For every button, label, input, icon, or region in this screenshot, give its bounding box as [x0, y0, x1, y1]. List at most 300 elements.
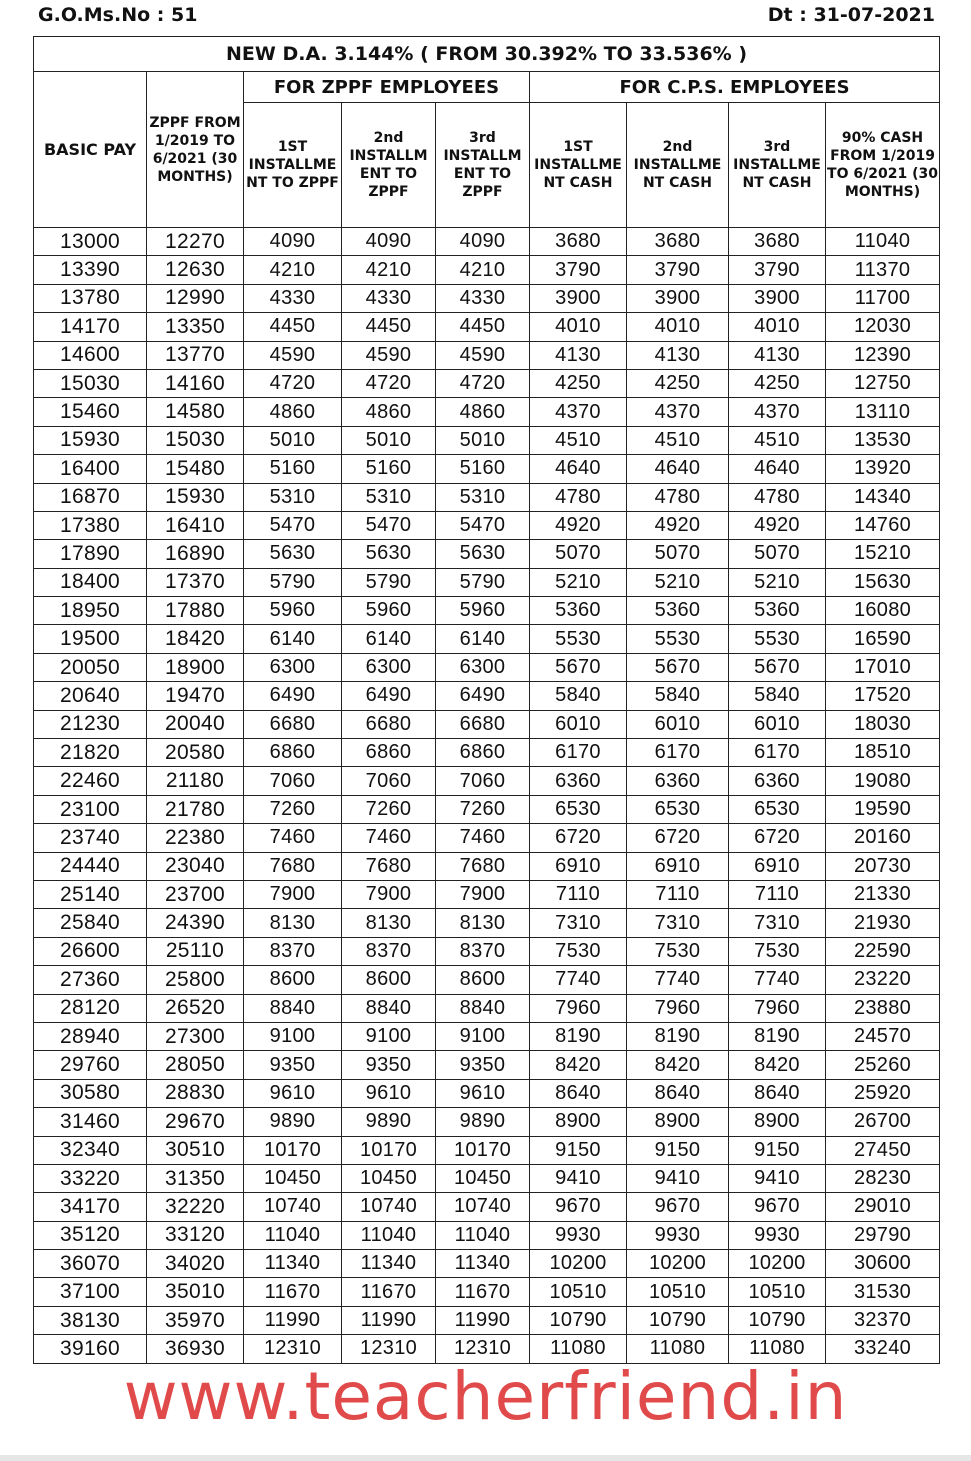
table-cell: 7460	[436, 824, 530, 852]
table-cell: 9930	[729, 1221, 826, 1249]
table-cell: 7260	[342, 795, 436, 823]
table-cell: 11040	[826, 228, 940, 256]
table-cell: 7310	[729, 909, 826, 937]
table-row	[34, 1079, 940, 1107]
table-cell: 22380	[147, 824, 244, 852]
table-cell: 13000	[34, 228, 147, 256]
table-row	[34, 1051, 940, 1079]
table-cell: 4330	[342, 284, 436, 312]
table-cell: 9350	[436, 1051, 530, 1079]
table-cell: 3680	[729, 228, 826, 256]
table-cell: 25920	[826, 1079, 940, 1107]
table-cell: 24390	[147, 909, 244, 937]
table-cell: 5470	[244, 511, 342, 539]
table-row	[34, 739, 940, 767]
table-cell: 5070	[729, 540, 826, 568]
table-row	[34, 824, 940, 852]
table-cell: 25260	[826, 1051, 940, 1079]
table-cell: 4720	[436, 369, 530, 397]
table-cell: 23700	[147, 880, 244, 908]
table-cell: 16870	[34, 483, 147, 511]
table-row	[34, 1164, 940, 1192]
table-cell: 6010	[729, 710, 826, 738]
table-cell: 35970	[147, 1306, 244, 1334]
table-cell: 22590	[826, 937, 940, 965]
table-cell: 19470	[147, 682, 244, 710]
bottom-divider	[0, 1455, 971, 1461]
table-cell: 23100	[34, 795, 147, 823]
table-cell: 4780	[530, 483, 627, 511]
table-cell: 7060	[244, 767, 342, 795]
table-cell: 27300	[147, 1022, 244, 1050]
table-cell: 7960	[729, 994, 826, 1022]
table-cell: 9890	[436, 1108, 530, 1136]
table-cell: 30510	[147, 1136, 244, 1164]
table-cell: 10790	[729, 1306, 826, 1334]
table-cell: 5670	[627, 653, 729, 681]
table-cell: 9100	[342, 1022, 436, 1050]
table-cell: 25800	[147, 966, 244, 994]
table-cell: 4510	[530, 426, 627, 454]
table-cell: 26700	[826, 1108, 940, 1136]
table-cell: 32220	[147, 1193, 244, 1221]
table-cell: 5530	[729, 625, 826, 653]
table-cell: 7530	[729, 937, 826, 965]
table-cell: 17370	[147, 568, 244, 596]
table-cell: 17520	[826, 682, 940, 710]
table-cell: 11340	[436, 1250, 530, 1278]
document-date: Dt : 31-07-2021	[767, 4, 935, 26]
table-row	[34, 994, 940, 1022]
table-cell: 14580	[147, 398, 244, 426]
table-cell: 15030	[147, 426, 244, 454]
table-cell: 5470	[436, 511, 530, 539]
table-cell: 8190	[530, 1022, 627, 1050]
table-cell: 4130	[530, 341, 627, 369]
table-cell: 7530	[530, 937, 627, 965]
table-cell: 15030	[34, 369, 147, 397]
table-cell: 4450	[342, 313, 436, 341]
table-cell: 6360	[729, 767, 826, 795]
table-cell: 6010	[530, 710, 627, 738]
table-cell: 5360	[530, 597, 627, 625]
table-cell: 9150	[530, 1136, 627, 1164]
table-cell: 10170	[244, 1136, 342, 1164]
table-cell: 5840	[729, 682, 826, 710]
table-cell: 7960	[530, 994, 627, 1022]
table-cell: 9350	[342, 1051, 436, 1079]
table-cell: 10170	[342, 1136, 436, 1164]
table-cell: 32340	[34, 1136, 147, 1164]
table-cell: 10200	[627, 1250, 729, 1278]
table-cell: 18400	[34, 568, 147, 596]
table-cell: 21930	[826, 909, 940, 937]
table-cell: 37100	[34, 1278, 147, 1306]
table-cell: 21230	[34, 710, 147, 738]
table-row	[34, 880, 940, 908]
table-cell: 6860	[244, 739, 342, 767]
table-cell: 35010	[147, 1278, 244, 1306]
table-cell: 9670	[729, 1193, 826, 1221]
table-cell: 11340	[244, 1250, 342, 1278]
table-cell: 21180	[147, 767, 244, 795]
table-cell: 19500	[34, 625, 147, 653]
table-cell: 21780	[147, 795, 244, 823]
table-cell: 4130	[729, 341, 826, 369]
table-cell: 8130	[244, 909, 342, 937]
table-row	[34, 455, 940, 483]
table-row	[34, 852, 940, 880]
table-cell: 34020	[147, 1250, 244, 1278]
table-row	[34, 1108, 940, 1136]
table-row	[34, 653, 940, 681]
table-cell: 8840	[244, 994, 342, 1022]
group-header-zppf: FOR ZPPF EMPLOYEES	[244, 72, 530, 103]
table-cell: 5670	[729, 653, 826, 681]
table-cell: 6910	[530, 852, 627, 880]
table-cell: 8600	[342, 966, 436, 994]
table-cell: 12990	[147, 284, 244, 312]
table-cell: 9610	[436, 1079, 530, 1107]
table-cell: 4860	[342, 398, 436, 426]
table-cell: 16410	[147, 511, 244, 539]
table-cell: 18510	[826, 739, 940, 767]
table-cell: 4590	[342, 341, 436, 369]
table-cell: 15480	[147, 455, 244, 483]
table-cell: 5670	[530, 653, 627, 681]
table-row	[34, 597, 940, 625]
table-cell: 31350	[147, 1164, 244, 1192]
table-cell: 6300	[244, 653, 342, 681]
table-cell: 19080	[826, 767, 940, 795]
table-cell: 20730	[826, 852, 940, 880]
table-cell: 23880	[826, 994, 940, 1022]
table-cell: 6910	[627, 852, 729, 880]
table-cell: 38130	[34, 1306, 147, 1334]
table-cell: 17010	[826, 653, 940, 681]
table-cell: 8420	[627, 1051, 729, 1079]
table-cell: 19590	[826, 795, 940, 823]
table-cell: 10450	[342, 1164, 436, 1192]
table-cell: 12310	[436, 1335, 530, 1363]
table-cell: 5470	[342, 511, 436, 539]
table-cell: 4330	[436, 284, 530, 312]
table-cell: 7900	[436, 880, 530, 908]
table-cell: 4250	[627, 369, 729, 397]
table-cell: 11670	[436, 1278, 530, 1306]
table-row	[34, 710, 940, 738]
table-cell: 14760	[826, 511, 940, 539]
column-header-cash-2nd: 2nd INSTALLME NT CASH	[627, 103, 729, 228]
table-cell: 5790	[436, 568, 530, 596]
table-row	[34, 937, 940, 965]
table-cell: 36070	[34, 1250, 147, 1278]
table-row	[34, 1306, 940, 1334]
table-row	[34, 568, 940, 596]
table-cell: 5010	[436, 426, 530, 454]
table-cell: 9410	[627, 1164, 729, 1192]
table-cell: 8600	[436, 966, 530, 994]
table-cell: 7260	[436, 795, 530, 823]
table-cell: 7680	[342, 852, 436, 880]
column-header-zppf-2nd: 2nd INSTALLM ENT TO ZPPF	[342, 103, 436, 228]
table-cell: 10510	[530, 1278, 627, 1306]
table-row	[34, 540, 940, 568]
table-cell: 10740	[436, 1193, 530, 1221]
table-cell: 24440	[34, 852, 147, 880]
table-cell: 4210	[244, 256, 342, 284]
table-cell: 14600	[34, 341, 147, 369]
table-cell: 10200	[530, 1250, 627, 1278]
table-cell: 5160	[436, 455, 530, 483]
table-cell: 10790	[627, 1306, 729, 1334]
table-cell: 6300	[436, 653, 530, 681]
table-cell: 16080	[826, 597, 940, 625]
table-cell: 12390	[826, 341, 940, 369]
table-cell: 5790	[342, 568, 436, 596]
table-cell: 11700	[826, 284, 940, 312]
table-cell: 18030	[826, 710, 940, 738]
table-cell: 16590	[826, 625, 940, 653]
table-cell: 27360	[34, 966, 147, 994]
table-cell: 17880	[147, 597, 244, 625]
table-cell: 15930	[34, 426, 147, 454]
table-cell: 9100	[436, 1022, 530, 1050]
table-cell: 3900	[627, 284, 729, 312]
table-cell: 30600	[826, 1250, 940, 1278]
table-cell: 34170	[34, 1193, 147, 1221]
table-cell: 4010	[627, 313, 729, 341]
table-cell: 29010	[826, 1193, 940, 1221]
table-cell: 6490	[436, 682, 530, 710]
table-cell: 32370	[826, 1306, 940, 1334]
column-header-zppf-arrears: ZPPF FROM 1/2019 TO 6/2021 (30 MONTHS)	[147, 72, 244, 228]
table-row	[34, 682, 940, 710]
table-row	[34, 426, 940, 454]
table-cell: 23740	[34, 824, 147, 852]
table-cell: 7740	[729, 966, 826, 994]
table-cell: 25110	[147, 937, 244, 965]
table-cell: 9930	[530, 1221, 627, 1249]
table-cell: 3680	[530, 228, 627, 256]
table-cell: 7460	[342, 824, 436, 852]
table-cell: 5210	[627, 568, 729, 596]
table-cell: 6300	[342, 653, 436, 681]
table-cell: 7740	[627, 966, 729, 994]
table-cell: 6680	[342, 710, 436, 738]
table-cell: 28230	[826, 1164, 940, 1192]
da-arrears-table	[33, 36, 940, 1364]
table-cell: 6680	[244, 710, 342, 738]
table-cell: 18420	[147, 625, 244, 653]
table-cell: 14170	[34, 313, 147, 341]
table-cell: 36930	[147, 1335, 244, 1363]
table-title: NEW D.A. 3.144% ( FROM 30.392% TO 33.536% )	[34, 37, 940, 72]
table-cell: 9670	[530, 1193, 627, 1221]
table-cell: 9890	[244, 1108, 342, 1136]
table-cell: 15930	[147, 483, 244, 511]
table-row	[34, 228, 940, 256]
table-cell: 5790	[244, 568, 342, 596]
table-cell: 8840	[342, 994, 436, 1022]
table-cell: 8600	[244, 966, 342, 994]
table-cell: 4920	[530, 511, 627, 539]
table-cell: 6140	[342, 625, 436, 653]
table-cell: 3790	[627, 256, 729, 284]
table-row	[34, 341, 940, 369]
table-cell: 10450	[436, 1164, 530, 1192]
column-header-cash-1st: 1ST INSTALLME NT CASH	[530, 103, 627, 228]
column-header-zppf-1st: 1ST INSTALLME NT TO ZPPF	[244, 103, 342, 228]
table-cell: 12750	[826, 369, 940, 397]
column-header-zppf-3rd: 3rd INSTALLM ENT TO ZPPF	[436, 103, 530, 228]
table-cell: 4510	[729, 426, 826, 454]
table-cell: 11080	[530, 1335, 627, 1363]
table-cell: 6140	[436, 625, 530, 653]
table-cell: 4860	[244, 398, 342, 426]
table-cell: 26520	[147, 994, 244, 1022]
table-cell: 5360	[729, 597, 826, 625]
table-cell: 5960	[436, 597, 530, 625]
table-cell: 20580	[147, 739, 244, 767]
table-cell: 6170	[729, 739, 826, 767]
table-cell: 8640	[627, 1079, 729, 1107]
table-cell: 13350	[147, 313, 244, 341]
table-cell: 8640	[729, 1079, 826, 1107]
table-cell: 31530	[826, 1278, 940, 1306]
table-cell: 10510	[627, 1278, 729, 1306]
table-cell: 6860	[342, 739, 436, 767]
table-cell: 4370	[627, 398, 729, 426]
table-cell: 7060	[342, 767, 436, 795]
table-cell: 9150	[729, 1136, 826, 1164]
table-cell: 8900	[627, 1108, 729, 1136]
table-cell: 8420	[530, 1051, 627, 1079]
table-cell: 11990	[342, 1306, 436, 1334]
table-cell: 4450	[436, 313, 530, 341]
table-cell: 4090	[436, 228, 530, 256]
table-cell: 8370	[342, 937, 436, 965]
table-body	[34, 228, 940, 1364]
table-cell: 33240	[826, 1335, 940, 1363]
table-cell: 5960	[342, 597, 436, 625]
table-cell: 4090	[244, 228, 342, 256]
table-cell: 3680	[627, 228, 729, 256]
table-cell: 7680	[244, 852, 342, 880]
table-cell: 11040	[244, 1221, 342, 1249]
watermark-url: www.teacherfriend.in	[123, 1358, 848, 1435]
table-cell: 7060	[436, 767, 530, 795]
table-cell: 20050	[34, 653, 147, 681]
table-cell: 16890	[147, 540, 244, 568]
table-cell: 4920	[729, 511, 826, 539]
table-cell: 3790	[729, 256, 826, 284]
table-row	[34, 909, 940, 937]
table-cell: 17380	[34, 511, 147, 539]
table-cell: 4450	[244, 313, 342, 341]
table-cell: 5960	[244, 597, 342, 625]
table-cell: 8370	[436, 937, 530, 965]
table-cell: 5010	[342, 426, 436, 454]
table-cell: 33120	[147, 1221, 244, 1249]
table-cell: 21330	[826, 880, 940, 908]
table-cell: 28120	[34, 994, 147, 1022]
table-cell: 9150	[627, 1136, 729, 1164]
table-cell: 11990	[244, 1306, 342, 1334]
table-cell: 5530	[530, 625, 627, 653]
table-cell: 13770	[147, 341, 244, 369]
table-cell: 10740	[342, 1193, 436, 1221]
table-cell: 20040	[147, 710, 244, 738]
table-cell: 11370	[826, 256, 940, 284]
table-cell: 9890	[342, 1108, 436, 1136]
table-cell: 8190	[729, 1022, 826, 1050]
table-cell: 28050	[147, 1051, 244, 1079]
table-cell: 5160	[244, 455, 342, 483]
table-cell: 5070	[530, 540, 627, 568]
table-cell: 5010	[244, 426, 342, 454]
table-cell: 14340	[826, 483, 940, 511]
table-cell: 10790	[530, 1306, 627, 1334]
table-cell: 29670	[147, 1108, 244, 1136]
table-cell: 10740	[244, 1193, 342, 1221]
table-cell: 12310	[342, 1335, 436, 1363]
table-cell: 6010	[627, 710, 729, 738]
table-cell: 29760	[34, 1051, 147, 1079]
table-cell: 15210	[826, 540, 940, 568]
table-cell: 11080	[729, 1335, 826, 1363]
table-cell: 7110	[530, 880, 627, 908]
table-cell: 4720	[244, 369, 342, 397]
table-cell: 5310	[436, 483, 530, 511]
table-cell: 6140	[244, 625, 342, 653]
table-cell: 5070	[627, 540, 729, 568]
table-cell: 7460	[244, 824, 342, 852]
go-number: G.O.Ms.No : 51	[38, 4, 198, 26]
table-cell: 6720	[729, 824, 826, 852]
table-cell: 9350	[244, 1051, 342, 1079]
table-cell: 33220	[34, 1164, 147, 1192]
table-cell: 6530	[530, 795, 627, 823]
table-cell: 8640	[530, 1079, 627, 1107]
column-header-cash-3rd: 3rd INSTALLME NT CASH	[729, 103, 826, 228]
table-cell: 4250	[530, 369, 627, 397]
table-cell: 6360	[627, 767, 729, 795]
table-cell: 15630	[826, 568, 940, 596]
table-cell: 17890	[34, 540, 147, 568]
table-row	[34, 284, 940, 312]
table-cell: 27450	[826, 1136, 940, 1164]
table-cell: 6720	[530, 824, 627, 852]
table-cell: 10200	[729, 1250, 826, 1278]
table-cell: 4920	[627, 511, 729, 539]
table-cell: 11670	[244, 1278, 342, 1306]
table-row	[34, 625, 940, 653]
table-row	[34, 1221, 940, 1249]
table-cell: 6170	[530, 739, 627, 767]
table-cell: 12310	[244, 1335, 342, 1363]
table-row	[34, 256, 940, 284]
table-cell: 11080	[627, 1335, 729, 1363]
table-cell: 35120	[34, 1221, 147, 1249]
table-cell: 4510	[627, 426, 729, 454]
table-cell: 4370	[729, 398, 826, 426]
table-row	[34, 483, 940, 511]
table-cell: 20640	[34, 682, 147, 710]
table-row	[34, 1250, 940, 1278]
table-cell: 4590	[436, 341, 530, 369]
table-cell: 4210	[436, 256, 530, 284]
